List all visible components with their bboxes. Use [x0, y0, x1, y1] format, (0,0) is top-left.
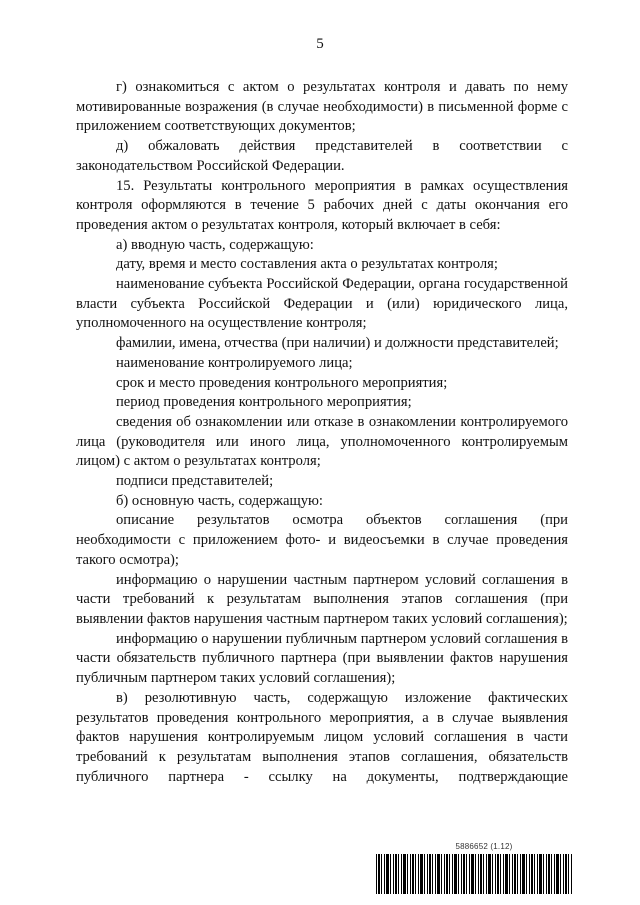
list-item: наименование контролируемого лица; [116, 354, 353, 371]
list-item: подписи представителей; [116, 473, 274, 490]
list-item: наименование субъекта Российской Федерации, органа государственной власти субъекта Российской Федерации и (или) юридического лица, уполномоченного на осуществление контроля; [76, 276, 568, 332]
document-footer [376, 842, 572, 894]
list-item: фамилии, имена, отчества (при наличии) и должности представителей; [116, 335, 559, 352]
paragraph-a: а) вводную часть, содержащую: [116, 236, 314, 253]
paragraph-d: д) обжаловать действия представителей в соответствии с законодательством Российской Федерации. [76, 138, 568, 174]
list-item: срок и место проведения контрольного мероприятия; [116, 374, 448, 391]
list-item: информацию о нарушении частным партнером условий соглашения в части требований к результатам выполнения этапов соглашения (при выявлении фактов нарушения частным партнером таких условий соглашения); [76, 571, 568, 627]
page-number: 5 [316, 36, 324, 52]
list-item: информацию о нарушении публичным партнером условий соглашения в части обязательств публичного партнера (при выявлении фактов нарушения публичным партнером таких условий соглашения); [76, 630, 568, 687]
paragraph-15: 15. Результаты контрольного мероприятия в рамках осуществления контроля оформляются в течение 5 рабочих дней с даты окончания его проведения актом о результатах контроля, который включает в себя: [76, 177, 568, 233]
paragraph-g: г) ознакомиться с актом о результатах контроля и давать по нему мотивированные возражения (в случае необходимости) в письменной форме с приложением соответствующих документов; [76, 79, 568, 135]
document-body [76, 78, 568, 787]
paragraph-v: в) резолютивную часть, содержащую изложение фактических результатов проведения контрольного мероприятия, а в случае выявления фактов нарушения контролируемым лицом условий соглашения в части требований к результатам выполнения этапов соглашения, обязательств публичного партнера - ссылку на документы, подтверждающие [76, 689, 568, 785]
list-item: дату, время и место составления акта о результатах контроля; [116, 256, 498, 273]
barcode-icon [376, 854, 572, 894]
paragraph-b: б) основную часть, содержащую: [116, 492, 323, 509]
list-item: сведения об ознакомлении или отказе в ознакомлении контролируемого лица (руководителя или иного лица, уполномоченного контролируемым лицом) с актом о результатах контроля; [76, 413, 568, 470]
document-code: 5886652 (1.12) [455, 842, 513, 851]
list-item: описание результатов осмотра объектов соглашения (при необходимости с приложением фото- и видеосъемки в случае проведения такого осмотра); [76, 512, 568, 568]
list-item: период проведения контрольного мероприятия; [116, 394, 412, 411]
